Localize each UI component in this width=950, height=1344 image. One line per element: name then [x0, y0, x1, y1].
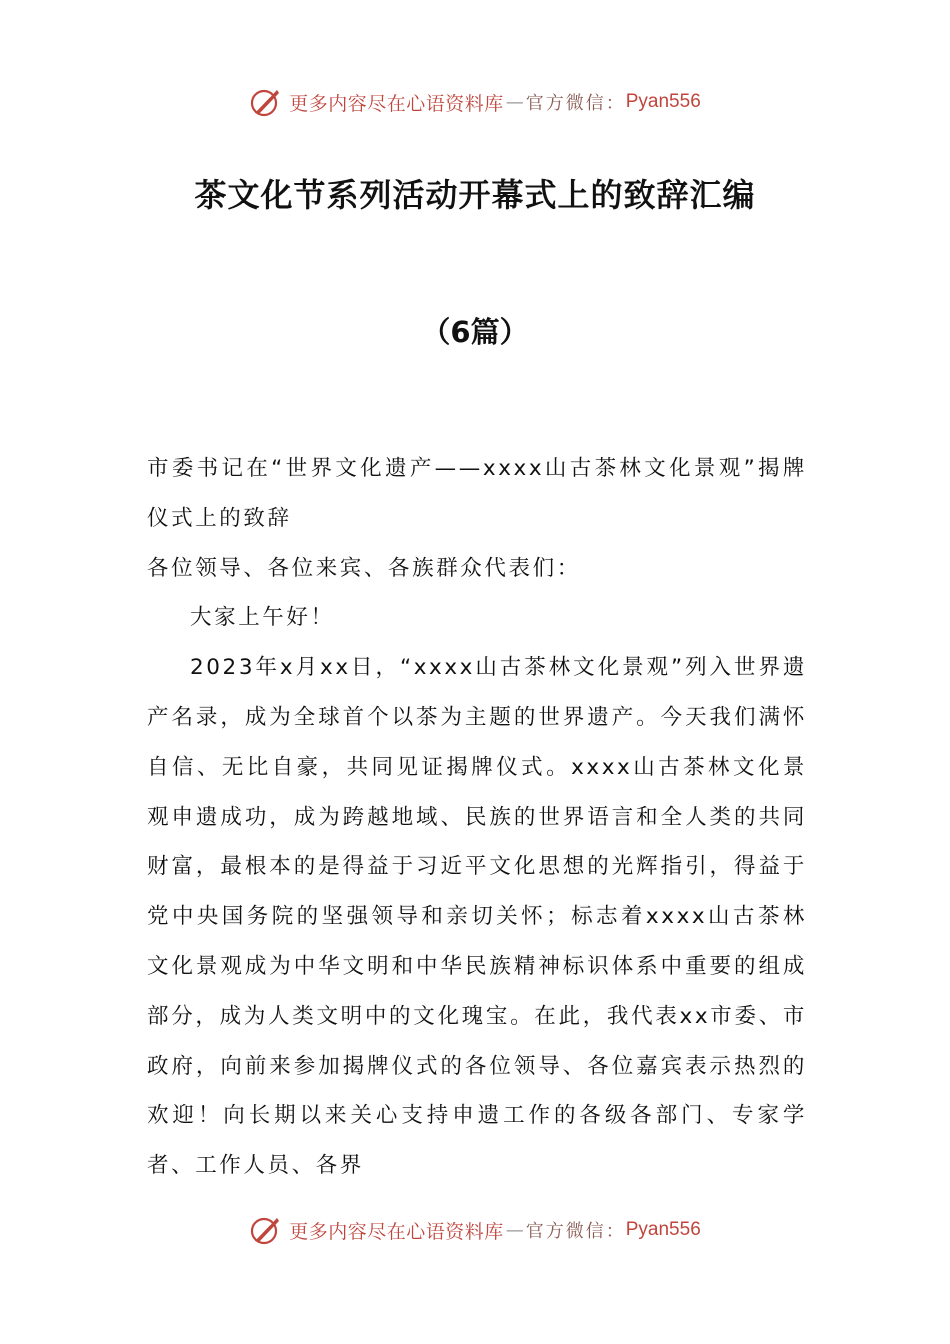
header-watermark-banner — [0, 82, 950, 122]
banner-dash: — — [505, 91, 524, 113]
footer-watermark-banner — [0, 1210, 950, 1250]
quill-pen-circle-icon — [249, 1213, 283, 1247]
banner-wechat-label: 官方微信： — [525, 1221, 626, 1242]
banner-wechat-label: 官方微信： — [525, 93, 626, 114]
banner-dash: — — [505, 1219, 524, 1241]
greeting: 大家上午好！ — [190, 605, 335, 631]
banner-wechat-id: Pyan556 — [625, 91, 701, 112]
document-subtitle: （6篇） — [421, 315, 529, 349]
document-body — [147, 444, 807, 1191]
banner-wechat-id: Pyan556 — [625, 1219, 701, 1240]
banner-text: 更多内容尽在心语资料库 — [289, 92, 504, 115]
document-title: 茶文化节系列活动开幕式上的致辞汇编 — [194, 176, 756, 214]
body-paragraph: 2023年x月xx日，“xxxx山古茶林文化景观”列入世界遗产名录，成为全球首个以茶为主题的世界遗产。今天我们满怀自信、无比自豪，共同见证揭牌仪式。xxxx山古茶林文化景观申遗成功，成为跨越地域、民族的世界语言和全人类的共同财富，最根本的是得益于习近平文化思想的光辉指引，得益于党中央国务院的坚强领导和亲切关怀；标志着xxxx山古茶林文化景观成为中华文明和中华民族精神标识体系中重要的组成部分，成为人类文明中的文化瑰宝。在此，我代表xx市委、市政府，向前来参加揭牌仪式的各位领导、各位嘉宾表示热烈的欢迎！向长期以来关心支持申遗工作的各级各部门、专家学者、工作人员、各界 — [147, 655, 807, 1179]
quill-pen-circle-icon — [249, 85, 283, 119]
banner-text: 更多内容尽在心语资料库 — [289, 1220, 504, 1243]
salutation: 各位领导、各位来宾、各族群众代表们： — [147, 555, 581, 581]
speech-heading: 市委书记在“世界文化遗产——xxxx山古茶林文化景观”揭牌仪式上的致辞 — [147, 456, 807, 531]
